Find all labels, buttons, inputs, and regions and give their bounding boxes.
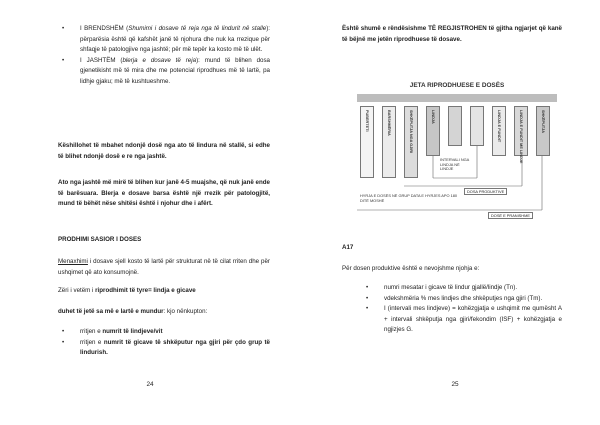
management-paragraph (58, 257, 270, 278)
requirements-bullet-list (362, 283, 562, 336)
register-intro-plain: Është shumë e rëndësishme (342, 25, 429, 32)
diagram-title: JETA RIPRODHUESE E DOSËS (409, 82, 505, 89)
internal-origin-text: : përparësia është që kafshët janë të njohura dhe nuk ka rrezique për shfaqje të patologjive nga jashtë; për më tepër ka kosto më të ulët. (80, 25, 270, 54)
reproductive-life-diagram (352, 82, 562, 232)
must-line (58, 307, 270, 318)
bar-weaning-2-label: SHKËPUTJA (541, 110, 545, 133)
bar-weaning-1-label: SHKËPUTJA NGA GJIRI (409, 110, 413, 154)
origin-bullet-list (58, 24, 270, 88)
register-intro (342, 24, 562, 45)
goal-line (58, 286, 270, 297)
management-term: Menaxhimi (58, 258, 88, 265)
increase-bullet-list (58, 327, 270, 359)
must-bold: duhet të jetë sa më e lartë e mundur (58, 308, 164, 315)
requirement-item-1: • numri mesatar i gicave të lindur gjallë/lindje (Tn). (362, 283, 562, 294)
section-heading: PRODHIMI SASIOR I DOSES (58, 236, 142, 243)
internal-origin-label: I BRENDSHËM (80, 25, 124, 32)
goal-prefix: Zëri i vetëm i (58, 287, 96, 294)
internal-origin-italic: Shumimi i dosave të reja nga të lindurit në stalle (128, 25, 267, 32)
section-id: A17 (342, 244, 354, 251)
external-origin-text: : mund të blihen dosa gjenetikisht më të mira dhe me potencial riprodhues më të lartë, pa lidhje gjaku; më të kushtueshme. (80, 56, 270, 85)
increase-births-plain: rritjen e (80, 328, 103, 335)
productive-paragraph: Për dosen produktive është e nevojshme njohja e: (342, 265, 480, 272)
increase-births-item (58, 327, 270, 338)
external-origin-italic: blerja e dosave të reja (122, 56, 197, 64)
external-origin-label: I JASHTËM (80, 56, 116, 64)
bar-last-birth-label: LINDJA E FUNDIT (497, 110, 501, 143)
purchase-advice-paragraph: Ato nga jashtë më mirë të blihen kur janë 4-5 muajshe, që nuk janë ende të barësuara. Blerja e dosave barsa është një rrezik për patologjitë, mund të bëhët nëse shitësi është i njohur dhe i afërt. (58, 179, 270, 208)
bar-pregnancy-label: BARSHMËRIA (387, 110, 391, 136)
register-intro-rest: të gjitha ngjarjet që kanë të bëjnë me jetën riprodhuese të dosave. (342, 25, 562, 43)
entry-label: HYRJA E DOSËS NË GRUP DATA E HYRJES APO 180 DITË MOSHË (360, 193, 458, 203)
increase-piglets-item (58, 338, 270, 359)
bar-puberty-label: PUBERTETI (365, 110, 369, 132)
exit-label: DOSË E PRANISHME (488, 212, 533, 219)
bar-birth-label: LINDJA (431, 110, 435, 124)
page-number-right: 25 (451, 381, 459, 388)
interval-label: INTERVALI NGA LINDJA NË LINDJE (440, 157, 470, 172)
management-text: i dosave sjell kosto të lartë për strukturat në të cilat rriten dhe për ushqimet që ato konsumojnë. (58, 258, 270, 276)
bar-last-birth-2-label: LINDJA E FUNDIT ME LINDJE (519, 110, 523, 164)
must-rest: : kjo nënkupton: (163, 308, 208, 315)
productive-label: DOSA PRODUKTIVE (464, 188, 507, 195)
requirement-item-3: • I (intervali mes lindjeve) = kohëzgjatja e ushqimit me qumësht A + intervali shkëputja nga gjiri/fekondim (ISF) + kohëzgjatja e ngjizjes G. (362, 304, 562, 336)
goal-bold: riprodhimit të tyre= lindja e gicave (95, 287, 196, 294)
requirement-item-2: • vdekshmëria % mes lindjes dhe shkëputjes nga gjiri (Tm). (362, 294, 562, 305)
increase-births-bold: numrit të lindjeve/vit (102, 328, 163, 335)
recommendation-paragraph: Këshillohet të mbahet ndonjë dosë nga ato të lindura në stallë, si edhe të blihet ndonjë dosë e re nga jashtë. (58, 142, 270, 160)
internal-origin-item: • I BRENDSHËM (Shumimi i dosave të reja nga të lindurit në stalle): përparësia është që kafshët janë të njohura dhe nuk ka rrezique për shfaqje të patologjive nga jashtë; për më tepër ka kosto më të ulët. (58, 24, 270, 56)
register-intro-bold: TË REGJISTROHEN (428, 25, 487, 32)
increase-piglets-bold: numrit të gicave të shkëputur nga gjiri për çdo grup të lindurish. (80, 338, 270, 357)
page-number-left: 24 (146, 381, 154, 388)
external-origin-item: • I JASHTËM (blerja e dosave të reja): mund të blihen dosa gjenetikisht më të mira dhe me potencial riprodhues më të lartë, pa lidhje gjaku; më të kushtueshme. (58, 56, 270, 88)
increase-piglets-plain: rritjen e (80, 338, 104, 346)
